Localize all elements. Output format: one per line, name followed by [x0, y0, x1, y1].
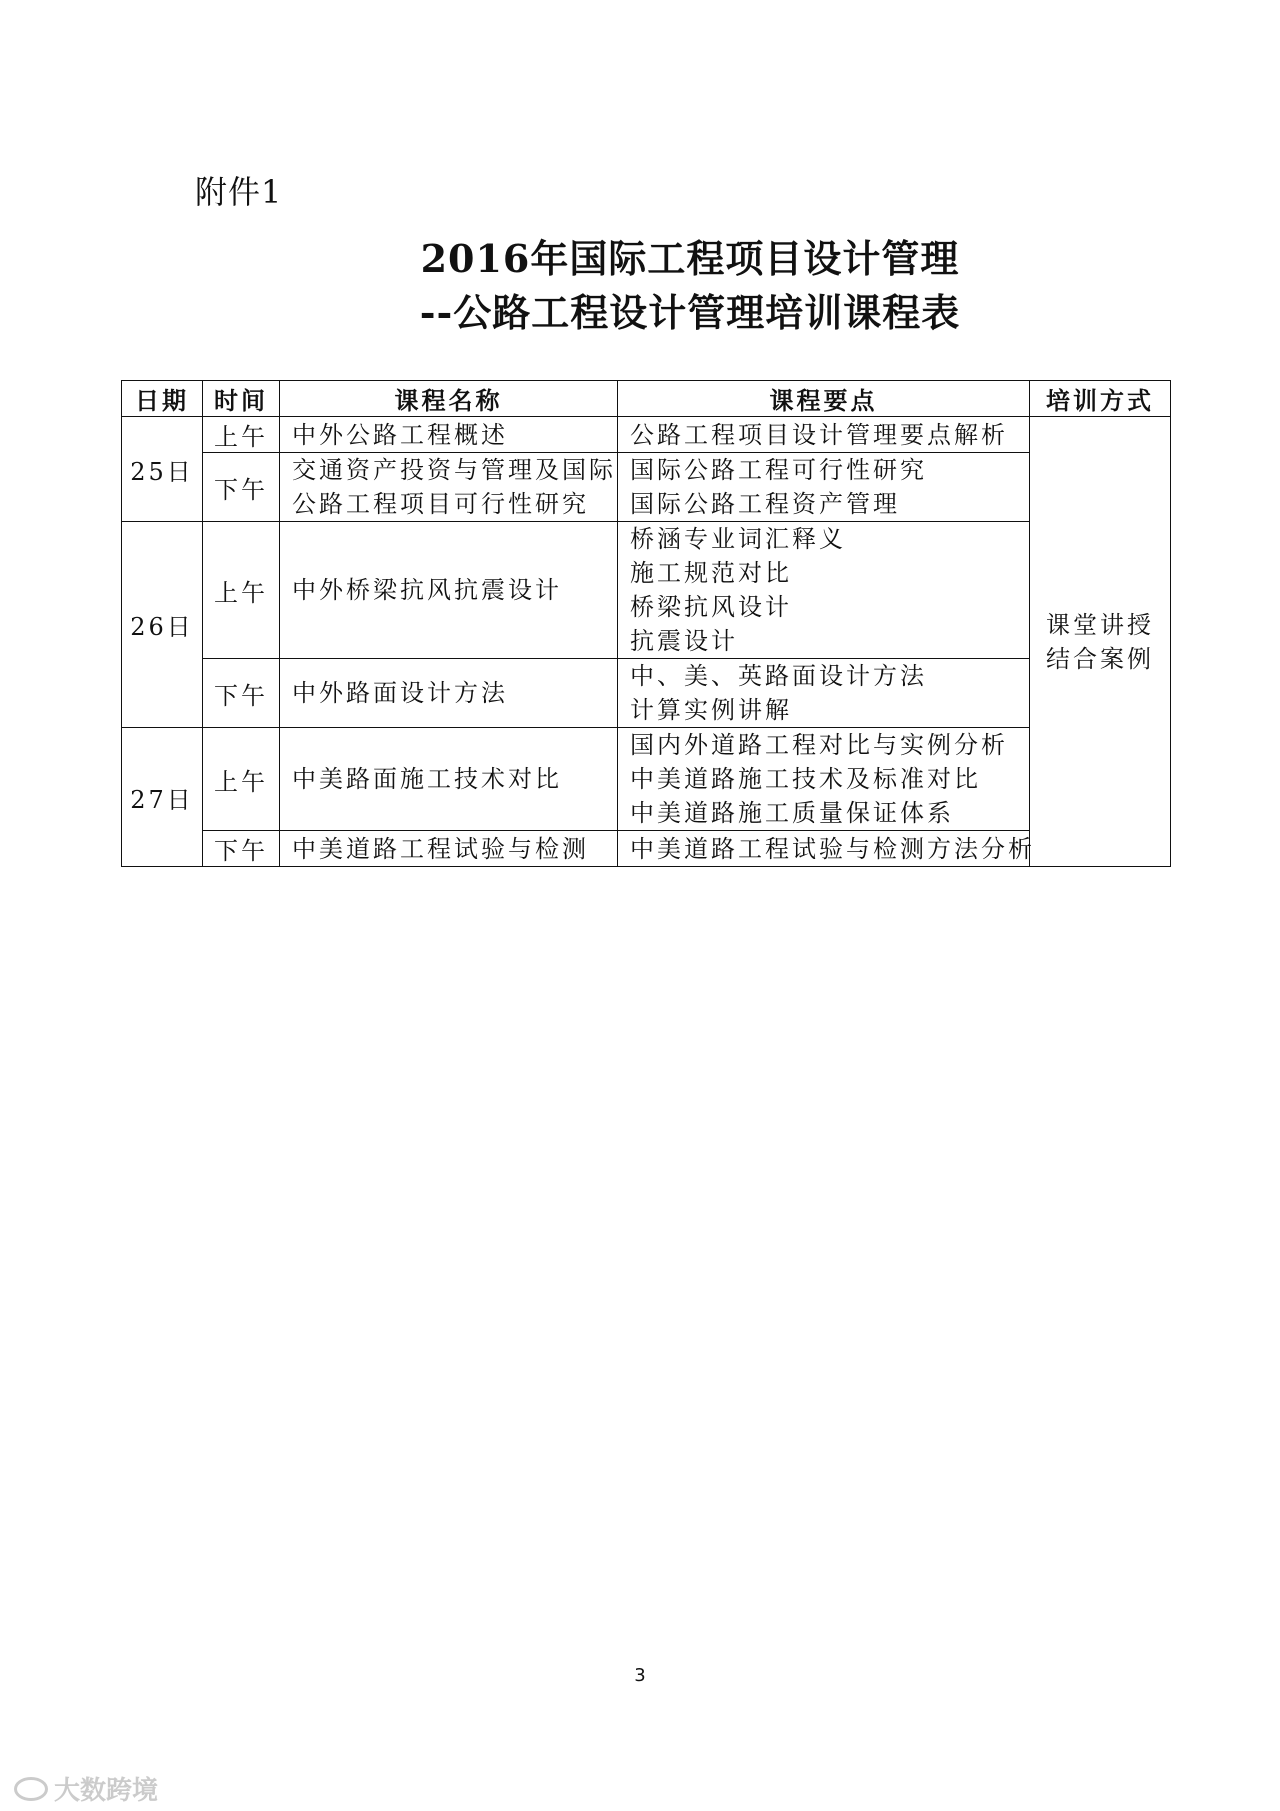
course-point-line: 中美道路工程试验与检测方法分析 — [630, 834, 1035, 863]
header-time: 时间 — [203, 381, 280, 417]
time-cell: 上午 — [203, 522, 280, 659]
course-point-line: 抗震设计 — [630, 627, 738, 655]
course-name-cell — [280, 453, 618, 522]
course-point-line: 国内外道路工程对比与实例分析 — [630, 731, 1008, 759]
training-mode-line: 课堂讲授 — [1046, 610, 1154, 639]
course-name-line: 公路工程项目可行性研究 — [292, 490, 589, 518]
day-cell: 25日 — [122, 417, 203, 522]
course-points-cell — [618, 417, 1030, 453]
watermark — [14, 1770, 158, 1807]
course-point-line: 桥涵专业词汇释义 — [630, 525, 846, 553]
course-name-line: 中美道路工程试验与检测 — [292, 834, 589, 863]
course-point-line: 施工规范对比 — [630, 559, 792, 587]
course-name-cell — [280, 728, 618, 831]
course-point-line: 公路工程项目设计管理要点解析 — [630, 420, 1008, 449]
course-points-cell — [618, 728, 1030, 831]
table-row — [122, 522, 1171, 659]
day-cell: 26日 — [122, 522, 203, 728]
course-point-line: 国际公路工程资产管理 — [630, 490, 900, 518]
time-cell: 下午 — [203, 831, 280, 867]
table-row — [122, 453, 1171, 522]
course-schedule-table — [121, 380, 1171, 867]
time-cell: 上午 — [203, 728, 280, 831]
watermark-logo-icon — [14, 1777, 48, 1801]
course-name-line: 中美路面施工技术对比 — [292, 765, 562, 793]
header-date: 日期 — [122, 381, 203, 417]
document-title: 2016年国际工程项目设计管理 — [420, 236, 960, 281]
watermark-text: 大数跨境 — [54, 1776, 159, 1806]
course-name-cell — [280, 831, 618, 867]
course-point-line: 计算实例讲解 — [630, 696, 792, 724]
training-mode-cell — [1030, 417, 1171, 867]
course-point-line: 中美道路施工技术及标准对比 — [630, 765, 981, 793]
table-row — [122, 831, 1171, 867]
training-mode-line: 结合案例 — [1046, 644, 1154, 673]
course-points-cell — [618, 659, 1030, 728]
course-point-line: 中、美、英路面设计方法 — [630, 662, 927, 690]
course-point-line: 国际公路工程可行性研究 — [630, 456, 927, 484]
table-row — [122, 659, 1171, 728]
course-name-line: 中外桥梁抗风抗震设计 — [292, 576, 562, 604]
course-points-cell — [618, 522, 1030, 659]
table-row — [122, 728, 1171, 831]
header-course-points: 课程要点 — [618, 381, 1030, 417]
course-name-cell — [280, 417, 618, 453]
table-header-row — [122, 381, 1171, 417]
header-training-mode: 培训方式 — [1030, 381, 1171, 417]
time-cell: 下午 — [203, 453, 280, 522]
page-number: 3 — [634, 1665, 646, 1686]
annex-label: 附件1 — [195, 173, 283, 211]
course-point-line: 中美道路施工质量保证体系 — [630, 799, 954, 827]
course-points-cell — [618, 453, 1030, 522]
course-name-cell — [280, 659, 618, 728]
course-points-cell — [618, 831, 1035, 867]
table-row — [122, 417, 1171, 453]
course-name-line: 中外路面设计方法 — [292, 679, 508, 707]
day-cell: 27日 — [122, 728, 203, 867]
course-name-line: 中外公路工程概述 — [292, 420, 508, 449]
course-point-line: 桥梁抗风设计 — [630, 593, 792, 621]
header-course-name: 课程名称 — [280, 381, 618, 417]
time-cell: 下午 — [203, 659, 280, 728]
course-name-line: 交通资产投资与管理及国际 — [292, 456, 616, 484]
document-subtitle: --公路工程设计管理培训课程表 — [419, 290, 961, 335]
course-name-cell — [280, 522, 618, 659]
time-cell: 上午 — [203, 417, 280, 453]
